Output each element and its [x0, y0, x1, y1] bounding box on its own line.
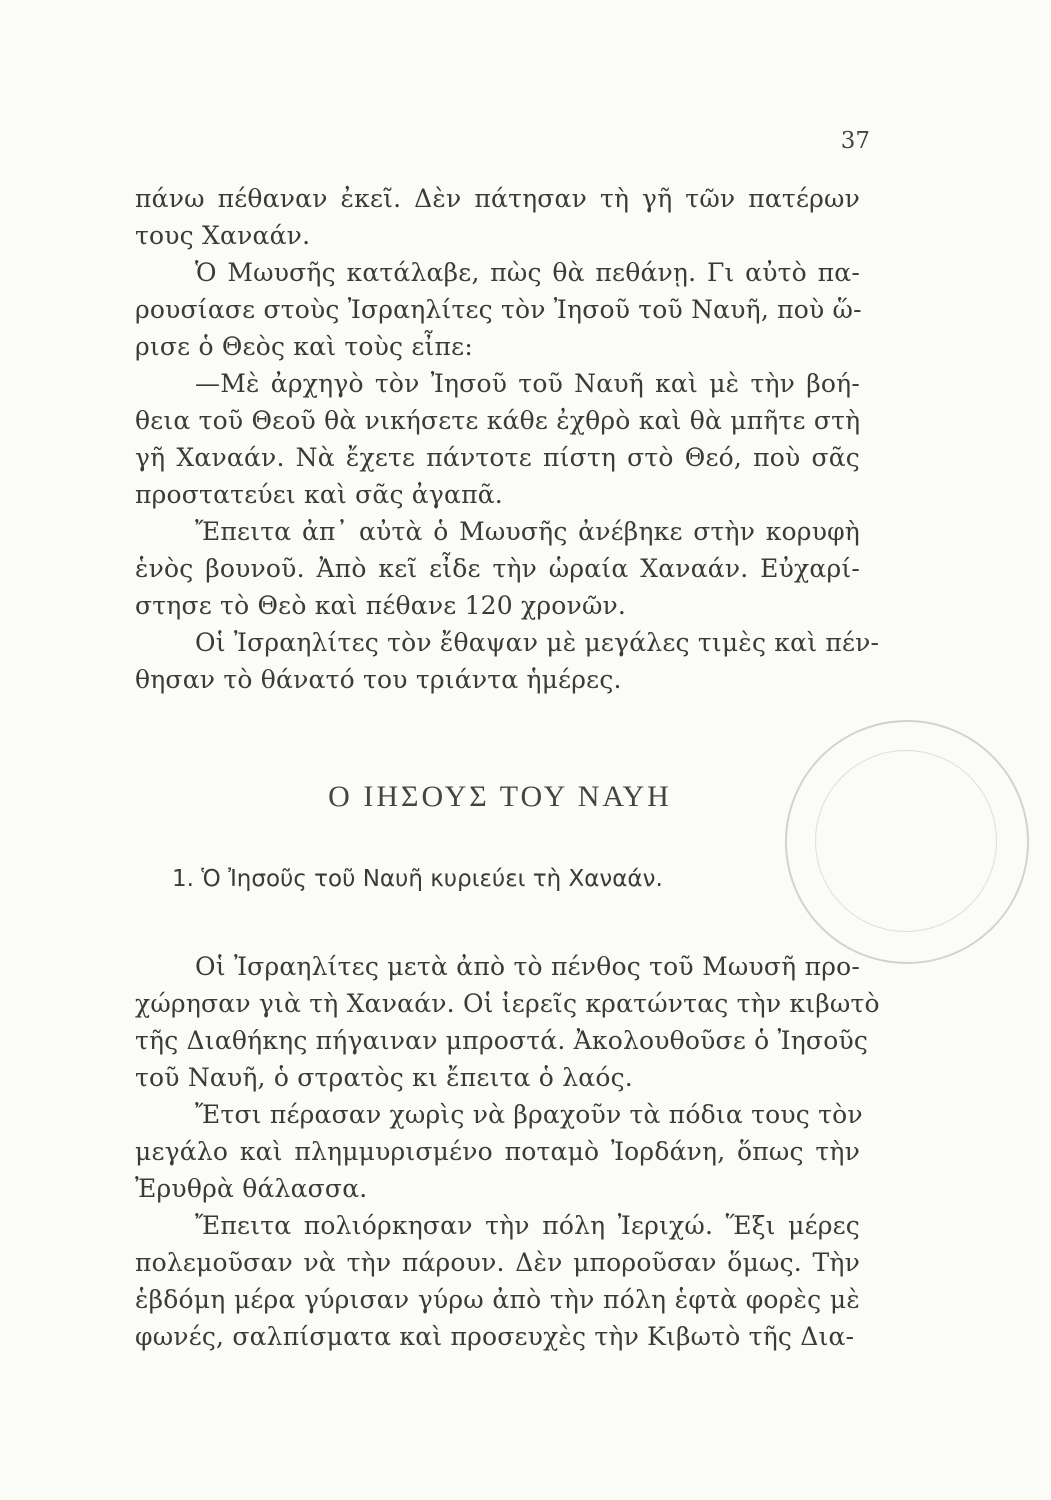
text-line: πολεμοῦσαν νὰ τὴν πάρουν. Δὲν μποροῦσαν ὅμως. Τὴν [135, 1248, 860, 1277]
text-line: θεια τοῦ Θεοῦ θὰ νικήσετε κάθε ἐχθρὸ καὶ θὰ μπῆτε στὴ [135, 406, 861, 435]
text-line: θησαν τὸ θάνατό του τριάντα ἡμέρες. [135, 665, 622, 694]
text-line: Ὁ Μωυσῆς κατάλαβε, πὼς θὰ πεθάνῃ. Γι αὐτὸ πα- [195, 258, 860, 287]
text-line: πάνω πέθαναν ἐκεῖ. Δὲν πάτησαν τὴ γῆ τῶν πατέρων [135, 184, 860, 213]
text-line: στησε τὸ Θεὸ καὶ πέθανε 120 χρονῶν. [135, 591, 627, 620]
body-text-bottom [135, 948, 880, 1355]
text-line: Οἱ Ἰσραηλίτες μετὰ ἀπὸ τὸ πένθος τοῦ Μωυσῆ προ- [195, 952, 860, 981]
text-line: φωνές, σαλπίσματα καὶ προσευχὲς τὴν Κιβωτὸ τῆς Δια- [135, 1322, 855, 1351]
page-number: 37 [840, 128, 870, 154]
text-line: —Μὲ ἀρχηγὸ τὸν Ἰησοῦ τοῦ Ναυῆ καὶ μὲ τὴν βοή- [195, 369, 860, 398]
text-line: Ἔπειτα πολιόρκησαν τὴν πόλη Ἰεριχώ. Ἕξι μέρες [195, 1211, 860, 1240]
paragraph [135, 624, 880, 698]
text-line: Ἔτσι πέρασαν χωρὶς νὰ βραχοῦν τὰ πόδια τους τὸν [195, 1100, 863, 1129]
paragraph [135, 365, 860, 513]
text-line: Ἔπειτα ἀπ᾽ αὐτὰ ὁ Μωυσῆς ἀνέβηκε στὴν κορυφὴ [195, 517, 860, 546]
paragraph [135, 513, 860, 624]
text-line: χώρησαν γιὰ τὴ Χαναάν. Οἱ ἱερεῖς κρατώντας τὴν κιβωτὸ [135, 989, 880, 1018]
text-line: Οἱ Ἰσραηλίτες τὸν ἔθαψαν μὲ μεγάλες τιμὲς καὶ πέν- [195, 628, 880, 657]
body-text-top [135, 180, 880, 698]
text-line: μεγάλο καὶ πλημμυρισμένο ποταμὸ Ἰορδάνη, ὅπως τὴν [135, 1137, 860, 1166]
text-line: ἑνὸς βουνοῦ. Ἀπὸ κεῖ εἶδε τὴν ὡραία Χαναάν. Εὐχαρί- [135, 554, 860, 583]
text-line: γῆ Χαναάν. Νὰ ἔχετε πάντοτε πίστη στὸ Θεό, ποὺ σᾶς [135, 443, 860, 472]
text-line: προστατεύει καὶ σᾶς ἀγαπᾶ. [135, 480, 503, 509]
paragraph [135, 254, 860, 365]
chapter-heading: Ο ΙΗΣΟΥΣ ΤΟΥ ΝΑΥΗ [328, 780, 672, 813]
text-line: τῆς Διαθήκης πήγαιναν μπροστά. Ἀκολουθοῦσε ὁ Ἰησοῦς [135, 1026, 869, 1055]
text-line: τοῦ Ναυῆ, ὁ στρατὸς κι ἔπειτα ὁ λαός. [135, 1063, 633, 1092]
paragraph [135, 1096, 863, 1207]
text-line: τους Χαναάν. [135, 221, 311, 250]
text-line: ρουσίασε στοὺς Ἰσραηλίτες τὸν Ἰησοῦ τοῦ Ναυῆ, ποὺ ὥ- [135, 295, 862, 324]
library-stamp [785, 720, 1029, 964]
section-subheading: 1. Ὁ Ἰησοῦς τοῦ Ναυῆ κυριεύει τὴ Χαναάν. [172, 866, 663, 892]
text-line: ρισε ὁ Θεὸς καὶ τοὺς εἶπε: [135, 332, 473, 361]
paragraph [135, 948, 880, 1096]
text-line: Ἐρυθρὰ θάλασσα. [135, 1174, 368, 1203]
text-line: ἑβδόμη μέρα γύρισαν γύρω ἀπὸ τὴν πόλη ἑφτὰ φορὲς μὲ [135, 1285, 860, 1314]
paragraph [135, 180, 860, 254]
paragraph [135, 1207, 860, 1355]
